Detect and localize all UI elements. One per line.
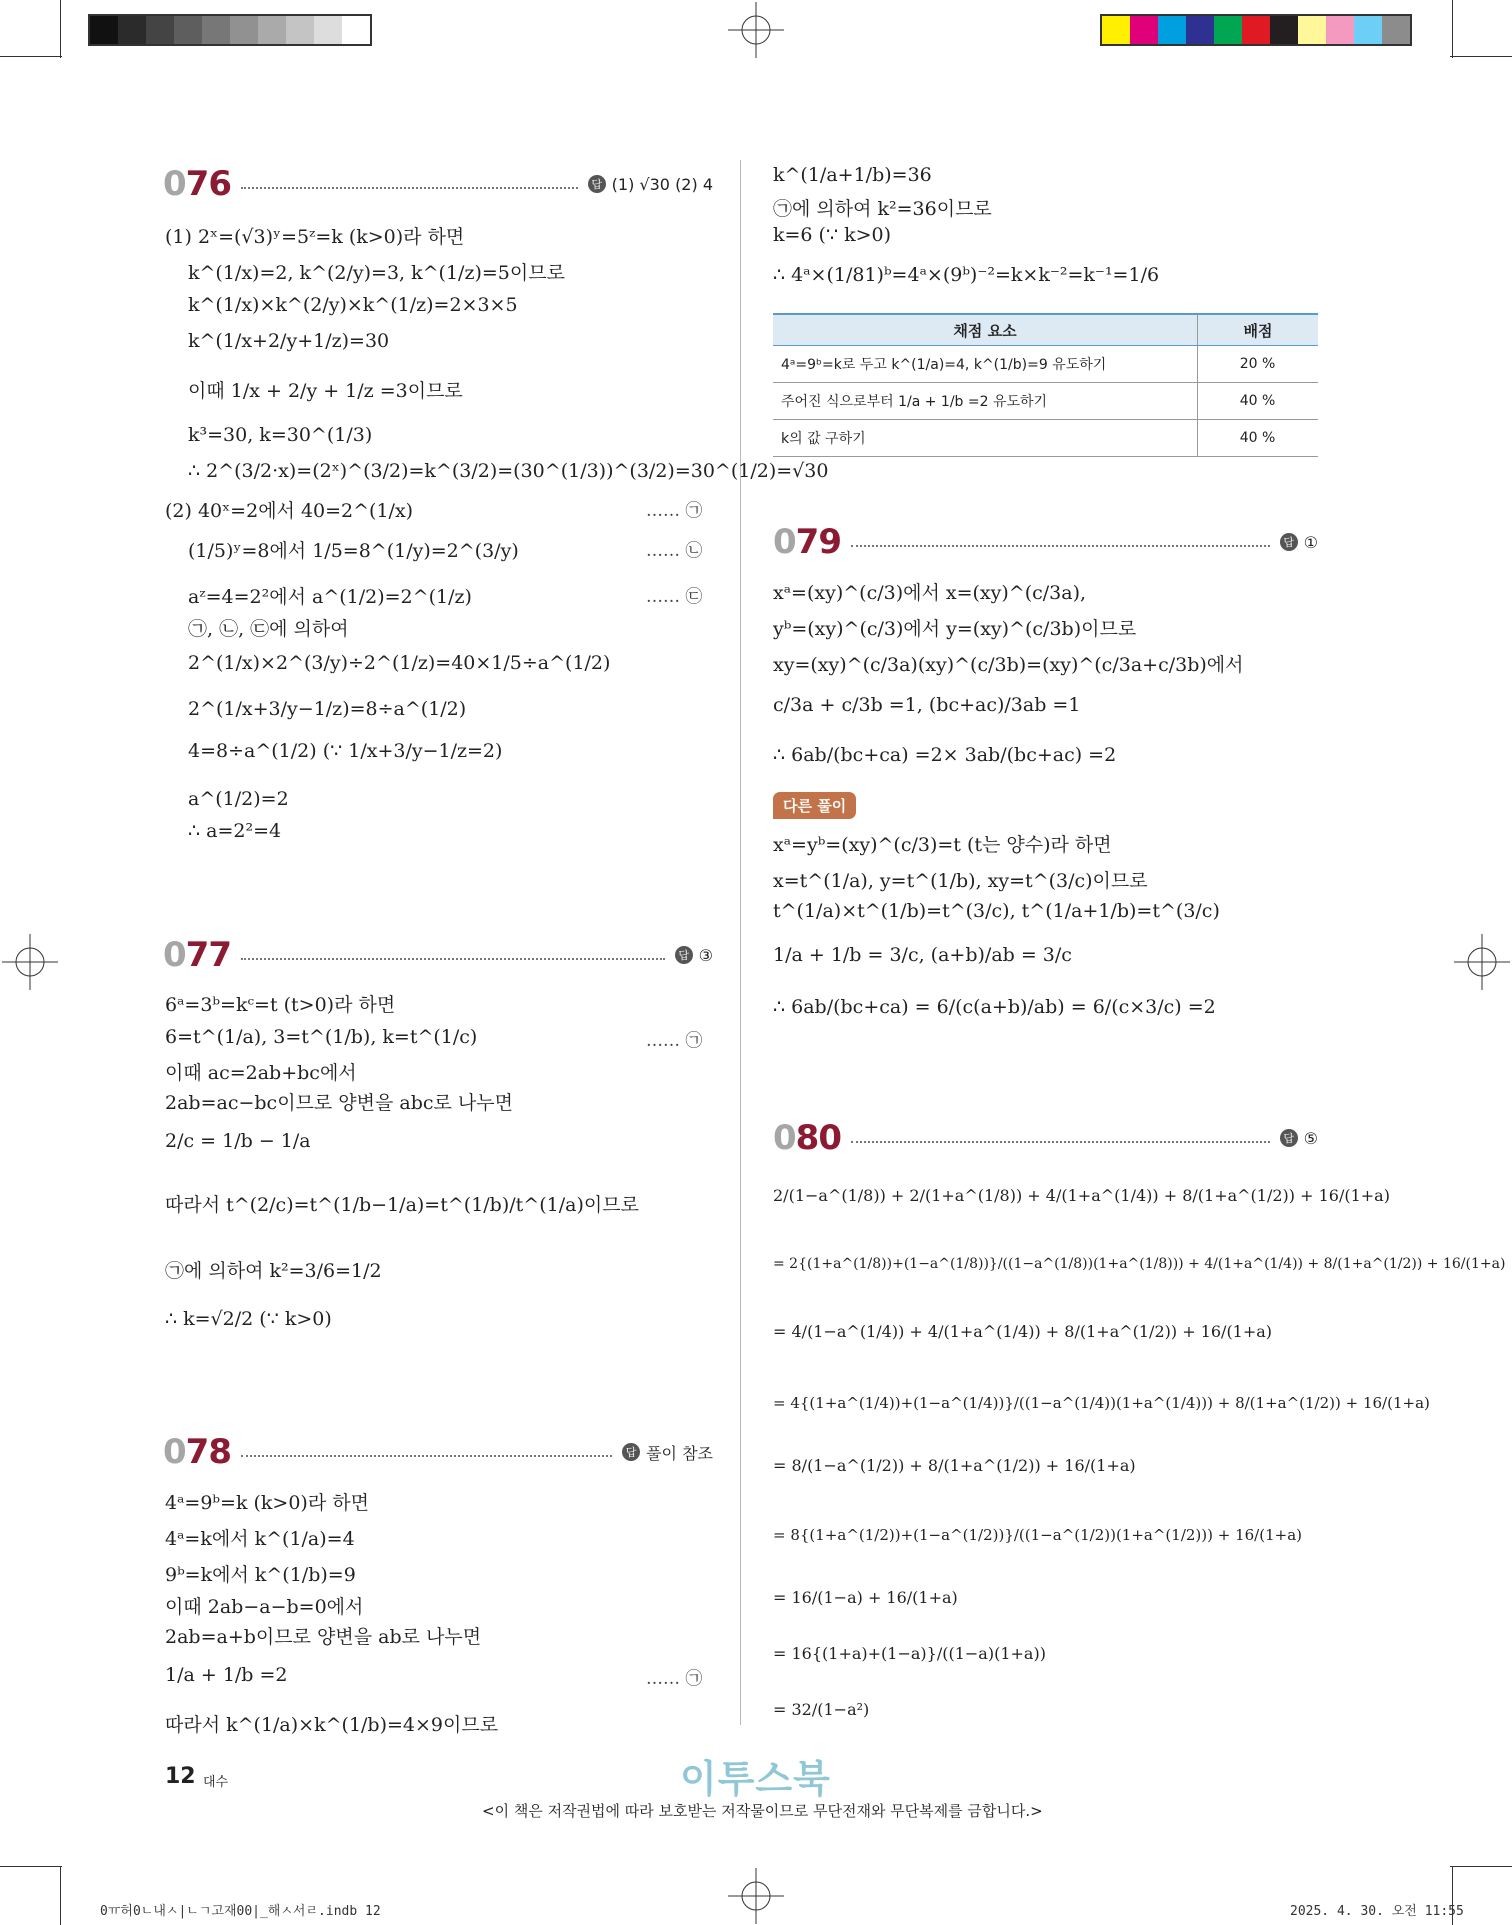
solution-line: 이때 1/x + 2/y + 1/z =3이므로 — [188, 380, 463, 402]
solution-line: k^(1/x)=2, k^(2/y)=3, k^(1/z)=5이므로 — [188, 262, 565, 284]
equation-tag: …… ㉠ — [646, 1031, 703, 1051]
solution-line: = 2{(1+a^(1/8))+(1−a^(1/8))}/((1−a^(1/8))(1+a^(1/8))) + 4/(1+a^(1/4)) + 8/(1+a^(1/2)) + 16/(1+a) — [773, 1256, 1506, 1272]
file-slug: 0ㅠ허0ㄴ내ㅅ|ㄴㄱ고재00|_해ㅅ서ㄹ.indb 12 — [100, 1904, 381, 1919]
solution-line: = 4/(1−a^(1/4)) + 4/(1+a^(1/4)) + 8/(1+a^(1/2)) + 16/(1+a) — [773, 1322, 1273, 1341]
color-swatch — [1326, 16, 1354, 44]
solution-line: = 8{(1+a^(1/2))+(1−a^(1/2))}/((1−a^(1/2))(1+a^(1/2))) + 16/(1+a) — [773, 1526, 1302, 1544]
color-swatch — [1130, 16, 1158, 44]
cmyk-color-bar — [1100, 14, 1412, 46]
gray-swatch — [258, 16, 286, 44]
answer: 답 풀이 참조 — [622, 1441, 713, 1464]
solution-line: 9ᵇ=k에서 k^(1/b)=9 — [165, 1564, 356, 1586]
solution-line: yᵇ=(xy)^(c/3)에서 y=(xy)^(c/3b)이므로 — [773, 618, 1137, 640]
solution-line: t^(1/a)×t^(1/b)=t^(3/c), t^(1/a+1/b)=t^(3/c) — [773, 900, 1220, 922]
crop-mark — [1450, 56, 1512, 57]
answer: 답 (1) √30 (2) 4 — [588, 175, 713, 194]
section-label: 대수 — [203, 1775, 229, 1790]
solution-line: 이때 ac=2ab+bc에서 — [165, 1062, 357, 1084]
solution-line: ㉠에 의하여 k²=3/6=1/2 — [165, 1260, 382, 1282]
problem-number: 079 — [773, 522, 841, 562]
problem-077-header — [163, 935, 713, 975]
table-cell: 40 % — [1198, 383, 1319, 420]
solution-line: k=6 (∵ k>0) — [773, 224, 892, 246]
crop-mark — [60, 1866, 61, 1925]
problem-number: 077 — [163, 935, 231, 975]
registration-mark-icon — [1454, 934, 1510, 990]
problem-number: 076 — [163, 164, 231, 204]
crop-mark — [0, 1866, 62, 1867]
solution-line: 2/(1−a^(1/8)) + 2/(1+a^(1/8)) + 4/(1+a^(1/4)) + 8/(1+a^(1/2)) + 16/(1+a) — [773, 1186, 1390, 1205]
color-swatch — [1158, 16, 1186, 44]
solution-line: (1) 2ˣ=(√3)ʸ=5ᶻ=k (k>0)라 하면 — [165, 226, 465, 248]
solution-line: ∴ 6ab/(bc+ca) =2× 3ab/(bc+ac) =2 — [773, 744, 1117, 766]
print-timestamp: 2025. 4. 30. 오전 11:55 — [1290, 1904, 1464, 1919]
page-number: 12 — [165, 1764, 196, 1789]
color-swatch — [1382, 16, 1410, 44]
table-header-row — [773, 314, 1318, 346]
publisher-logo: 이투스북 — [680, 1757, 831, 1801]
solution-line: ∴ a=2²=4 — [188, 820, 282, 842]
crop-mark — [1450, 1866, 1512, 1867]
color-swatch — [1242, 16, 1270, 44]
gray-swatch — [90, 16, 118, 44]
color-swatch — [1186, 16, 1214, 44]
color-swatch — [1214, 16, 1242, 44]
gray-swatch — [202, 16, 230, 44]
solution-line: k^(1/x)×k^(2/y)×k^(1/z)=2×3×5 — [188, 294, 518, 316]
solution-line: ∴ 4ᵃ×(1/81)ᵇ=4ᵃ×(9ᵇ)⁻²=k×k⁻²=k⁻¹=1/6 — [773, 264, 1160, 286]
table-row — [773, 420, 1318, 457]
gray-swatch — [314, 16, 342, 44]
solution-line: ㉠, ㉡, ㉢에 의하여 — [188, 618, 349, 640]
solution-line: k³=30, k=30^(1/3) — [188, 424, 373, 446]
table-cell: 주어진 식으로부터 1/a + 1/b =2 유도하기 — [773, 383, 1198, 420]
equation-tag: …… ㉠ — [646, 501, 703, 521]
answer-badge-icon: 답 — [1280, 1129, 1298, 1147]
table-cell: 20 % — [1198, 346, 1319, 383]
table-row — [773, 346, 1318, 383]
solution-line: xᵃ=yᵇ=(xy)^(c/3)=t (t는 양수)라 하면 — [773, 834, 1112, 856]
solution-line: k^(1/x+2/y+1/z)=30 — [188, 330, 390, 352]
answer-badge-icon: 답 — [1280, 533, 1298, 551]
problem-076-header — [163, 164, 713, 204]
registration-mark-icon — [728, 1868, 784, 1924]
solution-line: 2ab=ac−bc이므로 양변을 abc로 나누면 — [165, 1092, 513, 1114]
gray-swatch — [146, 16, 174, 44]
solution-line: = 8/(1−a^(1/2)) + 8/(1+a^(1/2)) + 16/(1+a) — [773, 1456, 1136, 1475]
leader-dots — [241, 1455, 612, 1457]
leader-dots — [241, 958, 665, 960]
problem-number: 078 — [163, 1432, 231, 1472]
solution-line: (1/5)ʸ=8에서 1/5=8^(1/y)=2^(3/y) — [188, 540, 519, 562]
color-swatch — [1354, 16, 1382, 44]
solution-line: 6=t^(1/a), 3=t^(1/b), k=t^(1/c) — [165, 1026, 478, 1048]
leader-dots — [851, 1141, 1270, 1143]
solution-line: 따라서 k^(1/a)×k^(1/b)=4×9이므로 — [165, 1714, 499, 1736]
equation-tag: …… ㉠ — [646, 1669, 703, 1689]
solution-line: (2) 40ˣ=2에서 40=2^(1/x) — [165, 500, 414, 522]
solution-line: 2^(1/x)×2^(3/y)÷2^(1/z)=40×1/5÷a^(1/2) — [188, 652, 611, 674]
answer-badge-icon: 답 — [675, 946, 693, 964]
leader-dots — [851, 545, 1270, 547]
solution-line: a^(1/2)=2 — [188, 788, 289, 810]
column-header: 배점 — [1198, 314, 1319, 346]
color-swatch — [1102, 16, 1130, 44]
column-header: 채점 요소 — [773, 314, 1198, 346]
color-swatch — [1270, 16, 1298, 44]
registration-mark-icon — [2, 934, 58, 990]
gray-swatch — [342, 16, 370, 44]
answer: 답 ① — [1280, 533, 1318, 552]
solution-line: 2^(1/x+3/y−1/z)=8÷a^(1/2) — [188, 698, 467, 720]
color-swatch — [1298, 16, 1326, 44]
equation-tag: …… ㉢ — [646, 587, 703, 607]
solution-line: 이때 2ab−a−b=0에서 — [165, 1596, 364, 1618]
crop-mark — [1452, 0, 1453, 58]
solution-line: x=t^(1/a), y=t^(1/b), xy=t^(3/c)이므로 — [773, 870, 1148, 892]
table-cell: 4ᵃ=9ᵇ=k로 두고 k^(1/a)=4, k^(1/b)=9 유도하기 — [773, 346, 1198, 383]
problem-079-header — [773, 522, 1318, 562]
solution-line: 2/c = 1/b − 1/a — [165, 1130, 311, 1152]
answer-badge-icon: 답 — [588, 175, 606, 193]
scoring-table — [773, 313, 1318, 457]
registration-mark-icon — [728, 2, 784, 58]
solution-line: 1/a + 1/b = 3/c, (a+b)/ab = 3/c — [773, 944, 1072, 966]
answer: 답 ③ — [675, 946, 713, 965]
solution-line: k^(1/a+1/b)=36 — [773, 164, 932, 186]
solution-line: = 16/(1−a) + 16/(1+a) — [773, 1588, 958, 1607]
solution-line: = 4{(1+a^(1/4))+(1−a^(1/4))}/((1−a^(1/4))(1+a^(1/4))) + 8/(1+a^(1/2)) + 16/(1+a) — [773, 1394, 1430, 1412]
answer-badge-icon: 답 — [622, 1443, 640, 1461]
problem-080-header — [773, 1118, 1318, 1158]
solution-line: xᵃ=(xy)^(c/3)에서 x=(xy)^(c/3a), — [773, 582, 1087, 604]
solution-line: c/3a + c/3b =1, (bc+ac)/3ab =1 — [773, 694, 1081, 716]
solution-line: ∴ 6ab/(bc+ca) = 6/(c(a+b)/ab) = 6/(c×3/c) =2 — [773, 996, 1216, 1018]
solution-line: 4=8÷a^(1/2) (∵ 1/x+3/y−1/z=2) — [188, 740, 503, 762]
gray-swatch — [230, 16, 258, 44]
solution-line: 따라서 t^(2/c)=t^(1/b−1/a)=t^(1/b)/t^(1/a)이므로 — [165, 1194, 639, 1216]
solution-line: 4ᵃ=9ᵇ=k (k>0)라 하면 — [165, 1492, 369, 1514]
solution-line: 4ᵃ=k에서 k^(1/a)=4 — [165, 1528, 355, 1550]
table-row — [773, 383, 1318, 420]
gray-swatch — [286, 16, 314, 44]
gray-swatch — [174, 16, 202, 44]
solution-line: 1/a + 1/b =2 — [165, 1664, 288, 1686]
solution-line: xy=(xy)^(c/3a)(xy)^(c/3b)=(xy)^(c/3a+c/3b)에서 — [773, 654, 1244, 676]
grayscale-color-bar — [88, 14, 372, 46]
solution-line: ∴ 2^(3/2·x)=(2ˣ)^(3/2)=k^(3/2)=(30^(1/3))^(3/2)=30^(1/2)=√30 — [188, 460, 829, 482]
answer: 답 ⑤ — [1280, 1129, 1318, 1148]
crop-mark — [0, 56, 62, 57]
leader-dots — [241, 187, 578, 189]
problem-number: 080 — [773, 1118, 841, 1158]
solution-line: = 16{(1+a)+(1−a)}/((1−a)(1+a)) — [773, 1644, 1046, 1663]
equation-tag: …… ㉡ — [646, 541, 703, 561]
solution-line: ㉠에 의하여 k²=36이므로 — [773, 198, 992, 220]
problem-078-header — [163, 1432, 713, 1472]
solution-line: aᶻ=4=2²에서 a^(1/2)=2^(1/z) — [188, 586, 472, 608]
solution-line: ∴ k=√2/2 (∵ k>0) — [165, 1308, 332, 1330]
table-cell: k의 값 구하기 — [773, 420, 1198, 457]
solution-line: 2ab=a+b이므로 양변을 ab로 나누면 — [165, 1626, 482, 1648]
solution-line: 6ᵃ=3ᵇ=kᶜ=t (t>0)라 하면 — [165, 994, 396, 1016]
gray-swatch — [118, 16, 146, 44]
table-cell: 40 % — [1198, 420, 1319, 457]
alternative-solution-badge: 다른 풀이 — [773, 792, 856, 819]
column-divider — [740, 160, 741, 1725]
crop-mark — [60, 0, 61, 58]
solution-line: = 32/(1−a²) — [773, 1700, 870, 1719]
copyright-notice: <이 책은 저작권법에 따라 보호받는 저작물이므로 무단전재와 무단복제를 금합니다.> — [482, 1802, 1043, 1820]
